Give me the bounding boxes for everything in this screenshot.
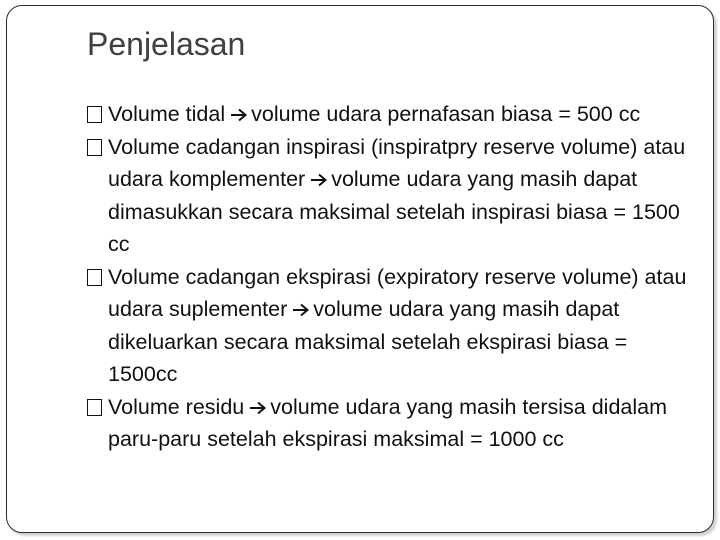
slide-frame xyxy=(6,5,714,533)
bullet-list xyxy=(87,98,687,456)
bullet-box-icon xyxy=(87,269,102,286)
bullet-box-icon xyxy=(87,106,102,123)
right-arrow-icon xyxy=(292,303,310,317)
bullet-definition: volume udara pernafasan biasa = 500 cc xyxy=(251,102,641,126)
right-arrow-icon xyxy=(310,173,328,187)
bullet-item-volume-cadangan-inspirasi xyxy=(87,131,687,261)
bullet-definition: volume udara yang masih tersisa didalam paru-paru setelah ekspirasi maksimal = 1000 cc xyxy=(108,394,668,451)
right-arrow-icon xyxy=(249,401,267,415)
bullet-definition: volume udara yang masih dapat dimasukkan secara maksimal setelah inspirasi biasa = 1500 cc xyxy=(108,167,680,256)
bullet-item-volume-cadangan-ekspirasi xyxy=(87,261,687,391)
bullet-term: Volume tidal xyxy=(108,102,226,126)
bullet-item-volume-residu xyxy=(87,391,687,456)
slide-title: Penjelasan xyxy=(87,26,246,62)
bullet-box-icon xyxy=(87,139,102,156)
bullet-term: Volume cadangan ekspirasi (expiratory reserve volume) atau udara suplementer xyxy=(108,264,687,321)
bullet-definition: volume udara yang masih dapat dikeluarkan secara maksimal setelah ekspirasi biasa = 1500cc xyxy=(108,297,628,386)
bullet-term: Volume cadangan inspirasi (inspiratpry reserve volume) atau udara komplementer xyxy=(108,134,686,191)
bullet-box-icon xyxy=(87,399,102,416)
bullet-item-volume-tidal xyxy=(87,98,687,131)
bullet-term: Volume residu xyxy=(108,394,245,419)
right-arrow-icon xyxy=(230,108,248,122)
